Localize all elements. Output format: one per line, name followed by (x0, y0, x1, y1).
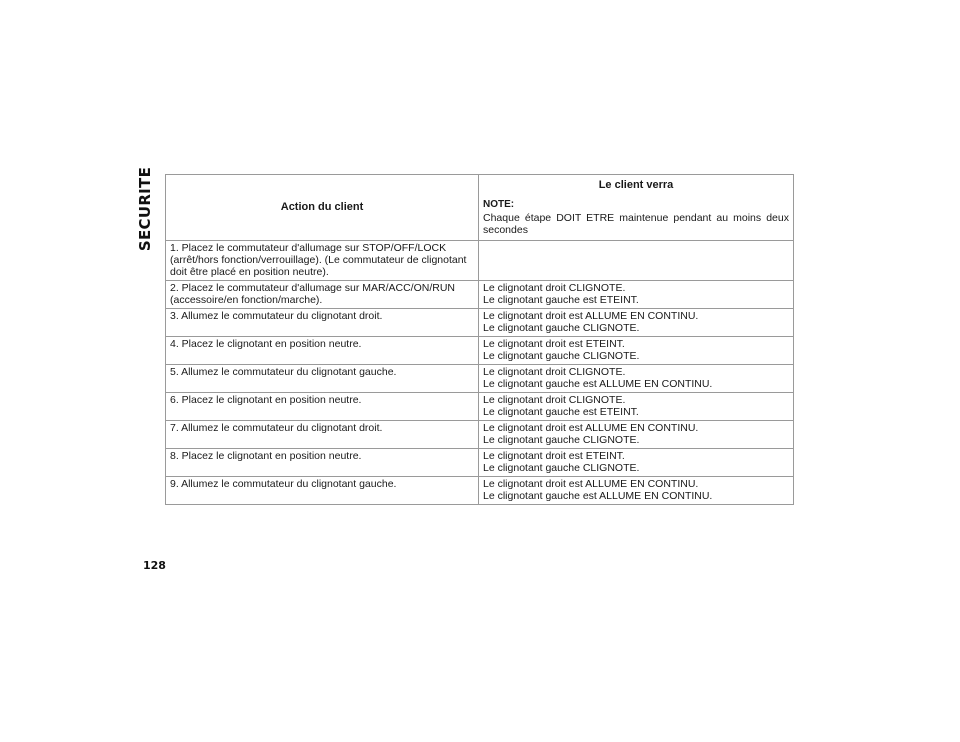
row-result (479, 449, 794, 477)
result-left: Le clignotant gauche CLIGNOTE. (483, 434, 640, 446)
row-action: 1. Placez le commutateur d'allumage sur STOP/OFF/LOCK (arrêt/hors fonction/verrouillage). (Le commutateur de clignotant doit être placé en position neutre). (166, 241, 479, 281)
result-right: Le clignotant droit CLIGNOTE. (483, 366, 626, 378)
table-row (166, 337, 794, 365)
table-row (166, 281, 794, 309)
result-left: Le clignotant gauche est ETEINT. (483, 406, 639, 418)
header-customer-sees (479, 175, 794, 241)
result-left: Le clignotant gauche CLIGNOTE. (483, 322, 640, 334)
result-right: Le clignotant droit est ALLUME EN CONTINU. (483, 478, 699, 490)
row-action: 8. Placez le clignotant en position neutre. (166, 449, 479, 477)
result-left: Le clignotant gauche est ALLUME EN CONTINU. (483, 490, 713, 502)
result-left: Le clignotant gauche est ETEINT. (483, 294, 639, 306)
table-row (166, 477, 794, 505)
row-action: 7. Allumez le commutateur du clignotant droit. (166, 421, 479, 449)
table-row (166, 365, 794, 393)
table-row (166, 309, 794, 337)
row-result (479, 309, 794, 337)
signal-test-table (165, 174, 794, 505)
result-left: Le clignotant gauche est ALLUME EN CONTINU. (483, 378, 713, 390)
row-action: 5. Allumez le commutateur du clignotant gauche. (166, 365, 479, 393)
row-action: 4. Placez le clignotant en position neutre. (166, 337, 479, 365)
row-result (479, 393, 794, 421)
result-right: Le clignotant droit est ETEINT. (483, 338, 625, 350)
row-result (479, 421, 794, 449)
table-row (166, 421, 794, 449)
row-result (479, 337, 794, 365)
row-action: 6. Placez le clignotant en position neutre. (166, 393, 479, 421)
result-right: Le clignotant droit est ALLUME EN CONTINU. (483, 310, 699, 322)
table-header-row (166, 175, 794, 241)
row-action: 3. Allumez le commutateur du clignotant droit. (166, 309, 479, 337)
result-left: Le clignotant gauche CLIGNOTE. (483, 462, 640, 474)
result-left: Le clignotant gauche CLIGNOTE. (483, 350, 640, 362)
result-right: Le clignotant droit CLIGNOTE. (483, 394, 626, 406)
table-row (166, 241, 794, 281)
section-title-text: SECURITE (136, 166, 154, 252)
page-number: 128 (143, 559, 166, 572)
result-right: Le clignotant droit est ALLUME EN CONTINU. (483, 422, 699, 434)
row-action: 2. Placez le commutateur d'allumage sur MAR/ACC/ON/RUN (accessoire/en fonction/marche). (166, 281, 479, 309)
result-right: Le clignotant droit est ETEINT. (483, 450, 625, 462)
row-action: 9. Allumez le commutateur du clignotant gauche. (166, 477, 479, 505)
row-result (479, 241, 794, 281)
note-text: Chaque étape DOIT ETRE maintenue pendant au moins deux secondes (483, 212, 789, 236)
section-title (130, 166, 160, 252)
table-row (166, 449, 794, 477)
header-customer-sees-title: Le client verra (598, 179, 674, 191)
row-result (479, 365, 794, 393)
result-right: Le clignotant droit CLIGNOTE. (483, 282, 626, 294)
table-row (166, 393, 794, 421)
header-action: Action du client (166, 175, 479, 241)
note-label: NOTE: (483, 199, 515, 210)
row-result (479, 281, 794, 309)
row-result (479, 477, 794, 505)
